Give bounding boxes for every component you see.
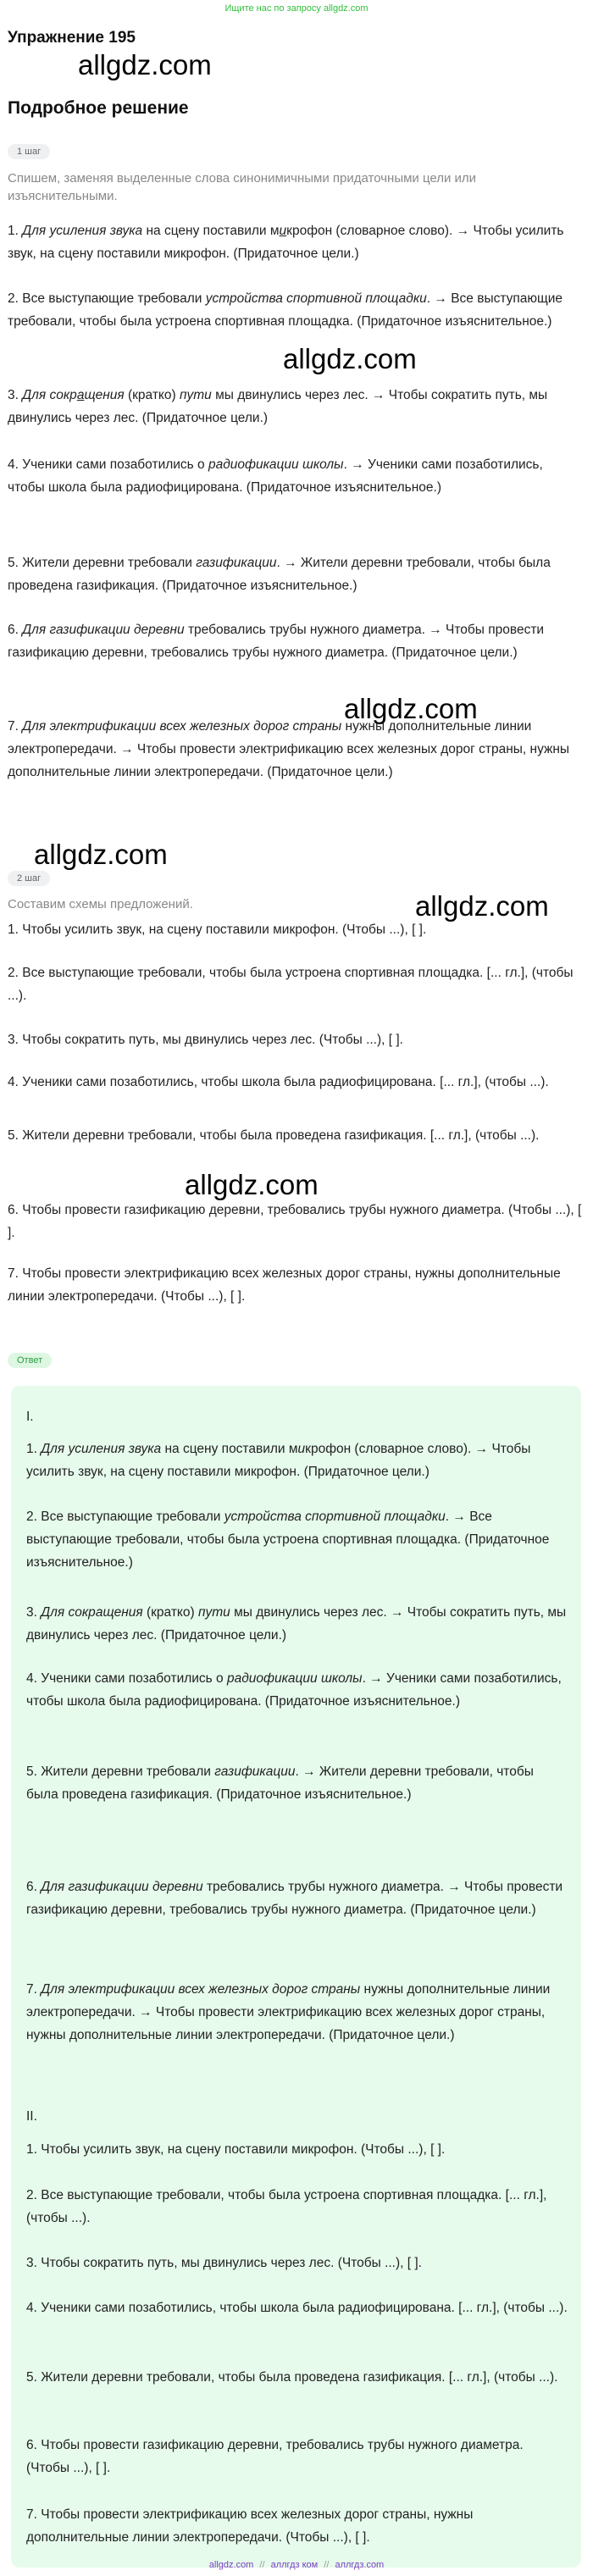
list-item: 6. Чтобы провести газификацию деревни, требовались трубы нужного диаметра. (Чтобы ...), [ ]. [26,2438,524,2475]
watermark: allgdz.com [415,890,549,922]
footer [0,2560,593,2570]
footer-separator: // [259,2560,265,2570]
answer-badge: Ответ [8,1353,52,1368]
list-item: 4. Ученики сами позаботились о радиофикации школы. → Ученики сами позаботились, чтобы школа была радиофицирована. (Придаточное изъяснительное.) [26,1671,562,1709]
watermark: allgdz.com [344,693,478,724]
watermark: allgdz.com [185,1169,319,1200]
list-item: 1. Чтобы усилить звук, на сцену поставили микрофон. (Чтобы ...), [ ]. [8,922,427,937]
footer-link[interactable]: аллгдз ком [270,2560,319,2570]
list-item: 4. Ученики сами позаботились, чтобы школа была радиофицирована. [... гл.], (чтобы ...). [8,1075,549,1089]
list-item: 2. Все выступающие требовали, чтобы была устроена спортивная площадка. [... гл.], (чтобы ...). [8,966,574,1003]
list-item: 5. Жители деревни требовали газификации. → Жители деревни требовали, чтобы была проведена газификация. (Придаточное изъяснительное.) [8,556,551,593]
list-item: 7. Чтобы провести электрификацию всех железных дорог страны, нужны дополнительные линии электропередачи. (Чтобы ...), [ ]. [8,1266,561,1304]
footer-link[interactable]: allgdz.com [208,2560,254,2570]
list-item: 7. Для электрификации всех железных дорог страны нужны дополнительные линии электропередачи. → Чтобы провести электрификацию всех железных дорог страны, нужны дополнительные линии электропередачи. (Придаточное цели.) [26,1982,551,2042]
list-item: 4. Ученики сами позаботились, чтобы школа была радиофицирована. [... гл.], (чтобы ...). [26,2301,568,2315]
list-item: 7. Для электрификации всех железных дорог страны нужны дополнительные линии электропередачи. → Чтобы провести электрификацию всех железных дорог страны, нужны дополнительные линии электропередачи. (Придаточное цели.) [8,719,570,779]
list-item: 7. Чтобы провести электрификацию всех железных дорог страны, нужны дополнительные линии электропередачи. (Чтобы ...), [ ]. [26,2507,474,2545]
solution-heading: Подробное решение [8,98,189,118]
list-item: 6. Чтобы провести газификацию деревни, требовались трубы нужного диаметра. (Чтобы ...), [ ]. [8,1203,582,1240]
list-item: 4. Ученики сами позаботились о радиофикации школы. → Ученики сами позаботились, чтобы школа была радиофицирована. (Придаточное изъяснительное.) [8,457,543,495]
roman-numeral: I. [26,1410,34,1424]
step-instruction: Составим схемы предложений. [8,897,193,911]
watermark: allgdz.com [34,839,168,870]
list-item: 1. Для усиления звука на сцену поставили микрофон (словарное слово). → Чтобы усилить звук, на сцену поставили микрофон. (Придаточное цели.) [26,1442,531,1479]
footer-link[interactable]: аллгдз.com [335,2560,385,2570]
step-instruction: Спишем, заменяя выделенные слова синонимичными придаточными цели или изъяснительными. [8,171,477,203]
step-badge: 2 шаг [8,871,50,886]
list-item: 1. Чтобы усилить звук, на сцену поставили микрофон. (Чтобы ...), [ ]. [26,2142,446,2157]
list-item: 3. Для сокращения (кратко) пути мы двинулись через лес. → Чтобы сократить путь, мы двинулись через лес. (Придаточное цели.) [8,388,548,425]
watermark: allgdz.com [78,49,212,80]
list-item: 2. Все выступающие требовали, чтобы была устроена спортивная площадка. [... гл.], (чтобы ...). [26,2188,547,2225]
step-badge: 1 шаг [8,144,50,159]
list-item: 6. Для газификации деревни требовались трубы нужного диаметра. → Чтобы провести газификацию деревни, требовались трубы нужного диаметра. (Придаточное цели.) [8,623,545,660]
page-title: Упражнение 195 [8,29,136,47]
list-item: 3. Чтобы сократить путь, мы двинулись через лес. (Чтобы ...), [ ]. [26,2256,422,2270]
roman-numeral: II. [26,2109,37,2124]
list-item: 1. Для усиления звука на сцену поставили микрофон (словарное слово). → Чтобы усилить звук, на сцену поставили микрофон. (Придаточное цели.) [8,224,564,261]
list-item: 2. Все выступающие требовали устройства спортивной площадки. → Все выступающие требовали, чтобы была устроена спортивная площадка. (Придаточное изъяснительное.) [26,1510,550,1570]
list-item: 6. Для газификации деревни требовались трубы нужного диаметра. → Чтобы провести газификацию деревни, требовались трубы нужного диаметра. (Придаточное цели.) [26,1880,563,1917]
list-item: 2. Все выступающие требовали устройства спортивной площадки. → Все выступающие требовали, чтобы была устроена спортивная площадка. (Придаточное изъяснительное.) [8,291,563,329]
top-link[interactable]: Ищите нас по запросу allgdz.com [224,3,369,14]
list-item: 5. Жители деревни требовали, чтобы была проведена газификация. [... гл.], (чтобы ...). [26,2370,558,2385]
list-item: 5. Жители деревни требовали, чтобы была проведена газификация. [... гл.], (чтобы ...). [8,1128,540,1143]
watermark: allgdz.com [283,343,417,374]
list-item: 3. Для сокращения (кратко) пути мы двинулись через лес. → Чтобы сократить путь, мы двинулись через лес. (Придаточное цели.) [26,1605,567,1643]
footer-separator: // [324,2560,330,2570]
list-item: 5. Жители деревни требовали газификации. → Жители деревни требовали, чтобы была проведена газификация. (Придаточное изъяснительное.) [26,1764,534,1802]
list-item: 3. Чтобы сократить путь, мы двинулись через лес. (Чтобы ...), [ ]. [8,1033,403,1047]
